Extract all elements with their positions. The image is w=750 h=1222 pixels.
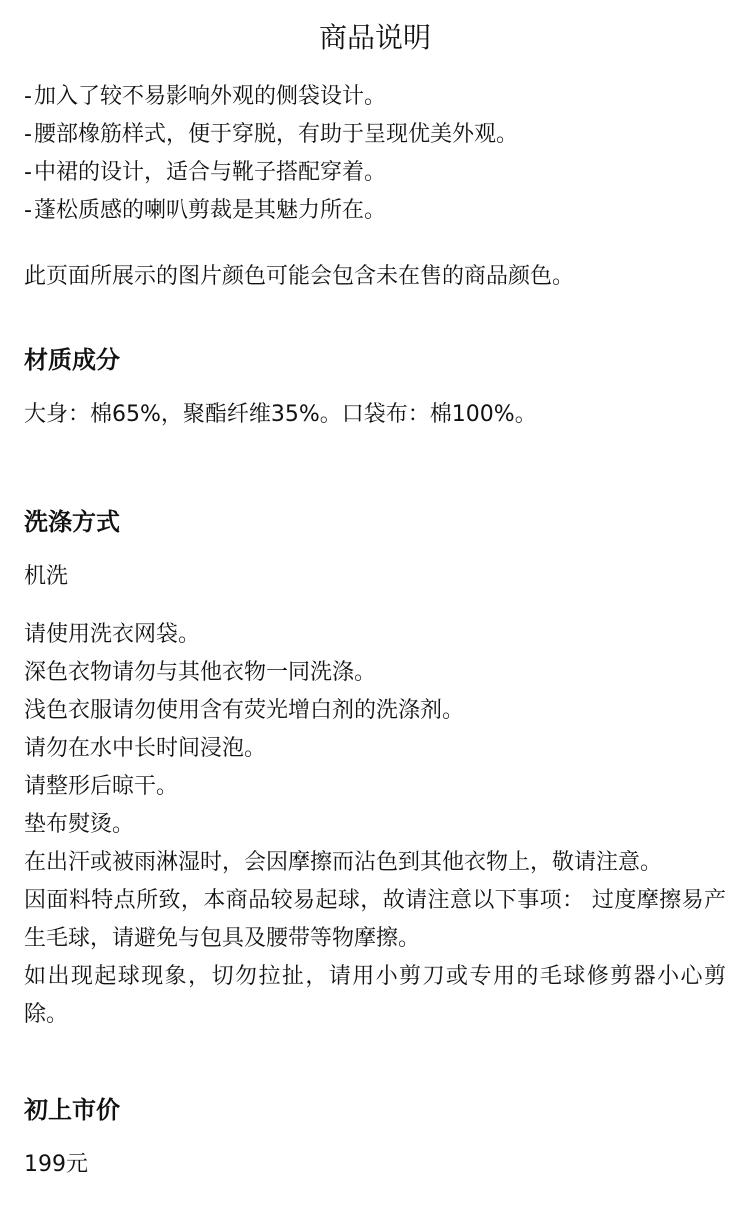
bullet-marker: - xyxy=(24,160,32,185)
bullet-marker: - xyxy=(24,122,32,147)
color-disclaimer: 此页面所展示的图片颜色可能会包含未在售的商品颜色。 xyxy=(24,264,575,289)
washing-instruction: 垫布熨烫。 xyxy=(24,812,135,837)
feature-list xyxy=(24,78,726,230)
feature-item xyxy=(24,192,726,230)
price-heading: 初上市价 xyxy=(24,1096,120,1124)
washing-instruction: 请整形后晾干。 xyxy=(24,774,179,799)
washing-instruction: 浅色衣服请勿使用含有荧光增白剂的洗涤剂。 xyxy=(24,698,465,723)
washing-instruction: 如出现起球现象，切勿拉扯，请用小剪刀或专用的毛球修剪器小心剪除。 xyxy=(24,964,726,1027)
washing-instruction: 请使用洗衣网袋。 xyxy=(24,622,201,647)
washing-instruction: 深色衣物请勿与其他衣物一同洗涤。 xyxy=(24,660,377,685)
page-title: 商品说明 xyxy=(318,21,431,54)
feature-item xyxy=(24,116,726,154)
washing-instruction: 因面料特点所致，本商品较易起球，故请注意以下事项： 过度摩擦易产生毛球，请避免与包具及腰带等物摩擦。 xyxy=(24,888,726,951)
feature-item xyxy=(24,154,726,192)
feature-item xyxy=(24,78,726,116)
washing-instructions xyxy=(24,616,726,1034)
price-value: 199元 xyxy=(24,1152,88,1177)
material-heading: 材质成分 xyxy=(24,346,120,374)
feature-text: 腰部橡筋样式，便于穿脱，有助于呈现优美外观。 xyxy=(34,122,519,147)
washing-heading: 洗涤方式 xyxy=(24,508,120,536)
bullet-marker: - xyxy=(24,84,32,109)
feature-text: 蓬松质感的喇叭剪裁是其魅力所在。 xyxy=(34,198,387,223)
washing-method: 机洗 xyxy=(24,564,69,589)
feature-text: 加入了较不易影响外观的侧袋设计。 xyxy=(34,84,387,109)
washing-instruction: 请勿在水中长时间浸泡。 xyxy=(24,736,267,761)
washing-instruction: 在出汗或被雨淋湿时，会因摩擦而沾色到其他衣物上，敬请注意。 xyxy=(24,850,663,875)
material-composition: 大身：棉65%，聚酯纤维35%。口袋布：棉100%。 xyxy=(24,402,537,427)
bullet-marker: - xyxy=(24,198,32,223)
feature-text: 中裙的设计，适合与靴子搭配穿着。 xyxy=(34,160,387,185)
